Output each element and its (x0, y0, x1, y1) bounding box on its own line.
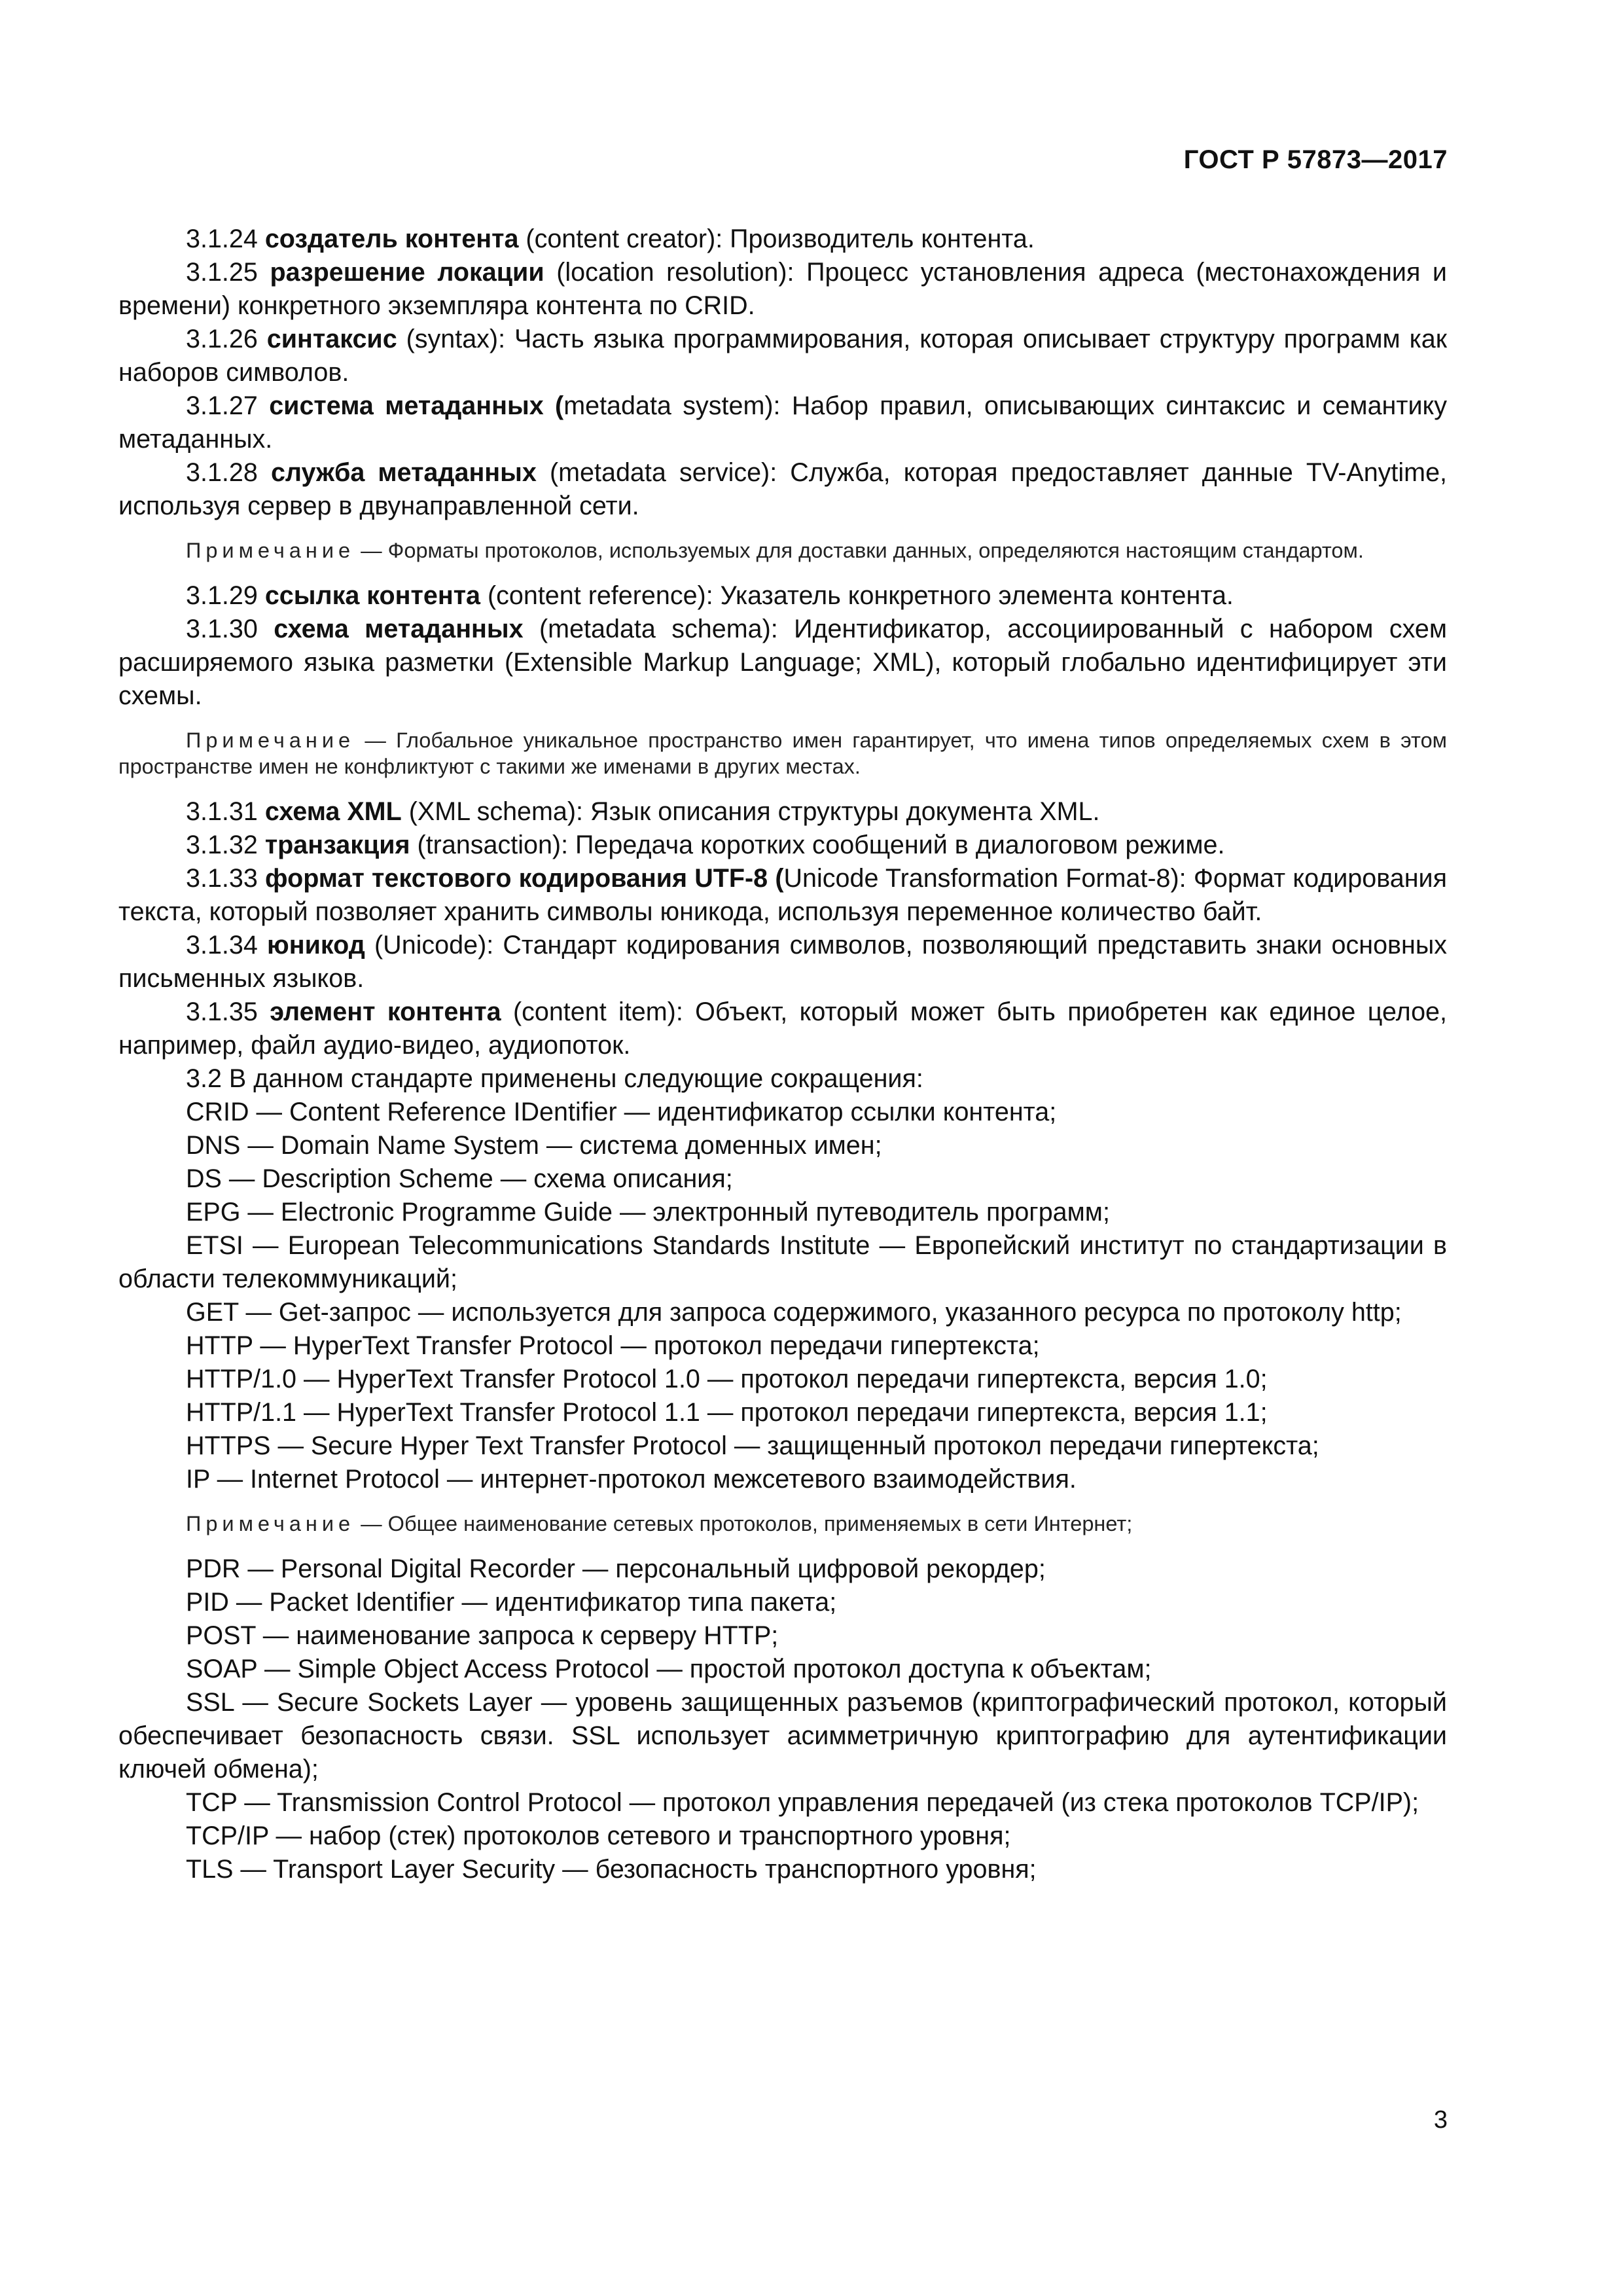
term-entry: 3.1.33 формат текстового кодирования UTF-8 (Unicode Transformation Format-8): Формат кодирования текста, который позволяет хранить символы юникода, используя переменное количество байт. (118, 864, 1447, 926)
page-body (118, 223, 1447, 1886)
abbreviation-entry: TCP — Transmission Control Protocol — протокол управления передачей (из стека протоколов TCP/IP); (186, 1788, 1419, 1817)
term-entry: 3.1.32 транзакция (transaction): Передача коротких сообщений в диалоговом режиме. (186, 831, 1225, 859)
abbreviation-entry: IP — Internet Protocol — интернет-протокол межсетевого взаимодействия. (186, 1465, 1077, 1494)
note-2: Примечание — Глобальное уникальное пространство имен гарантирует, что имена типов определяемых схем в этом пространстве имен не конфликтуют с такими же именами в других местах. (118, 728, 1447, 778)
term-entry: 3.1.30 схема метаданных (metadata schema): Идентификатор, ассоциированный с набором схем расширяемого языка разметки (Extensible Markup Language; XML), который глобально идентифицирует эти схемы. (118, 615, 1447, 710)
abbreviations-group-b (118, 1552, 1447, 1886)
term-entry: 3.1.26 синтаксис (syntax): Часть языка программирования, которая описывает структуру программ как наборов символов. (118, 325, 1447, 387)
abbreviation-entry: CRID — Content Reference IDentifier — идентификатор ссылки контента; (186, 1098, 1057, 1126)
terms-group-c (118, 795, 1447, 1062)
term-entry: 3.1.28 служба метаданных (metadata service): Служба, которая предоставляет данные TV-Anytime, используя сервер в двунаправленной сети. (118, 458, 1448, 520)
abbreviation-entry: HTTPS — Secure Hyper Text Transfer Protocol — защищенный протокол передачи гипертекста; (186, 1431, 1319, 1460)
abbreviation-entry: EPG — Electronic Programme Guide — электронный путеводитель программ; (186, 1198, 1110, 1227)
abbreviation-entry: GET — Get-запрос — используется для запроса содержимого, указанного ресурса по протоколу http; (186, 1298, 1402, 1327)
abbreviations-group-a (118, 1096, 1447, 1496)
abbreviation-entry: DS — Description Scheme — схема описания; (186, 1164, 733, 1193)
term-entry: 3.1.35 элемент контента (content item): Объект, который может быть приобретен как единое целое, например, файл аудио-видео, аудиопоток. (118, 997, 1448, 1060)
terms-group-b (118, 579, 1447, 713)
abbreviation-entry: HTTP/1.1 — HyperText Transfer Protocol 1.1 — протокол передачи гипертекста, версия 1.1; (186, 1398, 1268, 1427)
document-id-header: ГОСТ Р 57873—2017 (1183, 145, 1448, 174)
abbreviation-entry: SOAP — Simple Object Access Protocol — простой протокол доступа к объектам; (186, 1655, 1152, 1683)
abbreviation-entry: PDR — Personal Digital Recorder — персональный цифровой рекордер; (186, 1554, 1046, 1583)
abbreviation-entry: TCP/IP — набор (стек) протоколов сетевого и транспортного уровня; (186, 1821, 1011, 1850)
abbreviation-entry: ETSI — European Telecommunications Standards Institute — Европейский институт по стандартизации в области телекоммуникаций; (118, 1231, 1447, 1293)
term-entry: 3.1.34 юникод (Unicode): Стандарт кодирования символов, позволяющий представить знаки основных письменных языков. (118, 931, 1447, 993)
abbreviation-entry: PID — Packet Identifier — идентификатор типа пакета; (186, 1588, 837, 1617)
page-number: 3 (1433, 2106, 1448, 2134)
note-3: Примечание — Общее наименование сетевых протоколов, применяемых в сети Интернет; (186, 1512, 1133, 1535)
abbreviation-entry: HTTP — HyperText Transfer Protocol — протокол передачи гипертекста; (186, 1331, 1040, 1360)
term-entry: 3.1.27 система метаданных (metadata system): Набор правил, описывающих синтаксис и семантику метаданных. (118, 391, 1447, 454)
abbreviation-entry: SSL — Secure Sockets Layer — уровень защищенных разъемов (криптографический протокол, который обеспечивает безопасность связи. SSL использует асимметричную криптографию для аутентификации ключей обмена); (118, 1688, 1447, 1784)
term-entry: 3.1.25 разрешение локации (location resolution): Процесс установления адреса (местонахождения и времени) конкретного экземпляра контента по CRID. (118, 258, 1447, 320)
term-entry: 3.1.31 схема XML (XML schema): Язык описания структуры документа XML. (186, 797, 1100, 826)
abbreviation-entry: DNS — Domain Name System — система доменных имен; (186, 1131, 882, 1160)
abbreviation-entry: HTTP/1.0 — HyperText Transfer Protocol 1.0 — протокол передачи гипертекста, версия 1.0; (186, 1365, 1268, 1393)
section-3-2-heading: 3.2 В данном стандарте применены следующие сокращения: (186, 1064, 923, 1093)
note-1: Примечание — Форматы протоколов, используемых для доставки данных, определяются настоящим стандартом. (186, 539, 1364, 562)
abbreviation-entry: POST — наименование запроса к серверу HTTP; (186, 1621, 779, 1650)
term-entry: 3.1.24 создатель контента (content creator): Производитель контента. (186, 224, 1035, 253)
abbreviation-entry: TLS — Transport Layer Security — безопасность транспортного уровня; (186, 1855, 1037, 1884)
term-entry: 3.1.29 ссылка контента (content reference): Указатель конкретного элемента контента. (186, 581, 1234, 610)
terms-group-a (118, 223, 1447, 523)
